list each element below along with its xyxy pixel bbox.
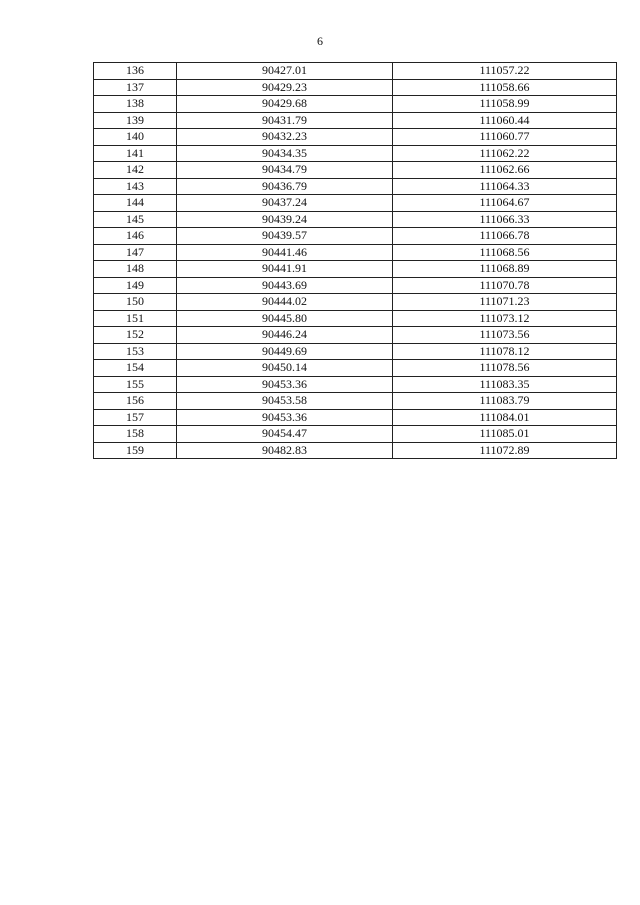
y-coordinate-cell: 111073.56	[393, 327, 617, 344]
point-number-cell: 156	[94, 393, 177, 410]
point-number-cell: 146	[94, 228, 177, 245]
table-row	[94, 277, 617, 294]
point-number-cell: 155	[94, 376, 177, 393]
y-coordinate-cell: 111062.66	[393, 162, 617, 179]
x-coordinate-cell: 90436.79	[177, 178, 393, 195]
x-coordinate-cell: 90439.57	[177, 228, 393, 245]
point-number-cell: 148	[94, 261, 177, 278]
y-coordinate-cell: 111062.22	[393, 145, 617, 162]
table-row	[94, 162, 617, 179]
x-coordinate-cell: 90445.80	[177, 310, 393, 327]
x-coordinate-cell: 90434.35	[177, 145, 393, 162]
x-coordinate-cell: 90453.58	[177, 393, 393, 410]
table-body	[94, 63, 617, 459]
x-coordinate-cell: 90444.02	[177, 294, 393, 311]
table-row	[94, 79, 617, 96]
x-coordinate-cell: 90453.36	[177, 409, 393, 426]
table-row	[94, 129, 617, 146]
point-number-cell: 147	[94, 244, 177, 261]
x-coordinate-cell: 90449.69	[177, 343, 393, 360]
point-number-cell: 150	[94, 294, 177, 311]
y-coordinate-cell: 111078.12	[393, 343, 617, 360]
point-number-cell: 145	[94, 211, 177, 228]
y-coordinate-cell: 111057.22	[393, 63, 617, 80]
x-coordinate-cell: 90453.36	[177, 376, 393, 393]
y-coordinate-cell: 111083.79	[393, 393, 617, 410]
y-coordinate-cell: 111068.89	[393, 261, 617, 278]
table-row	[94, 360, 617, 377]
x-coordinate-cell: 90434.79	[177, 162, 393, 179]
point-number-cell: 152	[94, 327, 177, 344]
x-coordinate-cell: 90437.24	[177, 195, 393, 212]
page-number: 6	[317, 34, 323, 48]
y-coordinate-cell: 111071.23	[393, 294, 617, 311]
point-number-cell: 153	[94, 343, 177, 360]
point-number-cell: 140	[94, 129, 177, 146]
table-row	[94, 327, 617, 344]
y-coordinate-cell: 111084.01	[393, 409, 617, 426]
x-coordinate-cell: 90446.24	[177, 327, 393, 344]
point-number-cell: 149	[94, 277, 177, 294]
point-number-cell: 157	[94, 409, 177, 426]
point-number-cell: 159	[94, 442, 177, 459]
coordinates-table	[93, 62, 617, 459]
table-row	[94, 376, 617, 393]
point-number-cell: 144	[94, 195, 177, 212]
y-coordinate-cell: 111066.78	[393, 228, 617, 245]
table-row	[94, 409, 617, 426]
table-row	[94, 145, 617, 162]
x-coordinate-cell: 90431.79	[177, 112, 393, 129]
table-row	[94, 63, 617, 80]
point-number-cell: 141	[94, 145, 177, 162]
y-coordinate-cell: 111060.77	[393, 129, 617, 146]
y-coordinate-cell: 111064.67	[393, 195, 617, 212]
x-coordinate-cell: 90450.14	[177, 360, 393, 377]
y-coordinate-cell: 111068.56	[393, 244, 617, 261]
table-row	[94, 343, 617, 360]
point-number-cell: 158	[94, 426, 177, 443]
y-coordinate-cell: 111070.78	[393, 277, 617, 294]
x-coordinate-cell: 90443.69	[177, 277, 393, 294]
x-coordinate-cell: 90432.23	[177, 129, 393, 146]
x-coordinate-cell: 90482.83	[177, 442, 393, 459]
y-coordinate-cell: 111060.44	[393, 112, 617, 129]
y-coordinate-cell: 111073.12	[393, 310, 617, 327]
y-coordinate-cell: 111078.56	[393, 360, 617, 377]
point-number-cell: 151	[94, 310, 177, 327]
y-coordinate-cell: 111085.01	[393, 426, 617, 443]
y-coordinate-cell: 111064.33	[393, 178, 617, 195]
x-coordinate-cell: 90441.46	[177, 244, 393, 261]
table-row	[94, 426, 617, 443]
x-coordinate-cell: 90454.47	[177, 426, 393, 443]
table-row	[94, 211, 617, 228]
table-row	[94, 195, 617, 212]
y-coordinate-cell: 111083.35	[393, 376, 617, 393]
table-row	[94, 228, 617, 245]
point-number-cell: 143	[94, 178, 177, 195]
table-row	[94, 112, 617, 129]
y-coordinate-cell: 111066.33	[393, 211, 617, 228]
table-row	[94, 310, 617, 327]
point-number-cell: 154	[94, 360, 177, 377]
table-row	[94, 96, 617, 113]
table-row	[94, 442, 617, 459]
x-coordinate-cell: 90441.91	[177, 261, 393, 278]
point-number-cell: 142	[94, 162, 177, 179]
x-coordinate-cell: 90429.23	[177, 79, 393, 96]
point-number-cell: 137	[94, 79, 177, 96]
point-number-cell: 136	[94, 63, 177, 80]
x-coordinate-cell: 90427.01	[177, 63, 393, 80]
y-coordinate-cell: 111072.89	[393, 442, 617, 459]
table-row	[94, 393, 617, 410]
point-number-cell: 139	[94, 112, 177, 129]
x-coordinate-cell: 90439.24	[177, 211, 393, 228]
y-coordinate-cell: 111058.66	[393, 79, 617, 96]
point-number-cell: 138	[94, 96, 177, 113]
x-coordinate-cell: 90429.68	[177, 96, 393, 113]
y-coordinate-cell: 111058.99	[393, 96, 617, 113]
table-row	[94, 261, 617, 278]
table-row	[94, 294, 617, 311]
table-row	[94, 244, 617, 261]
table-row	[94, 178, 617, 195]
